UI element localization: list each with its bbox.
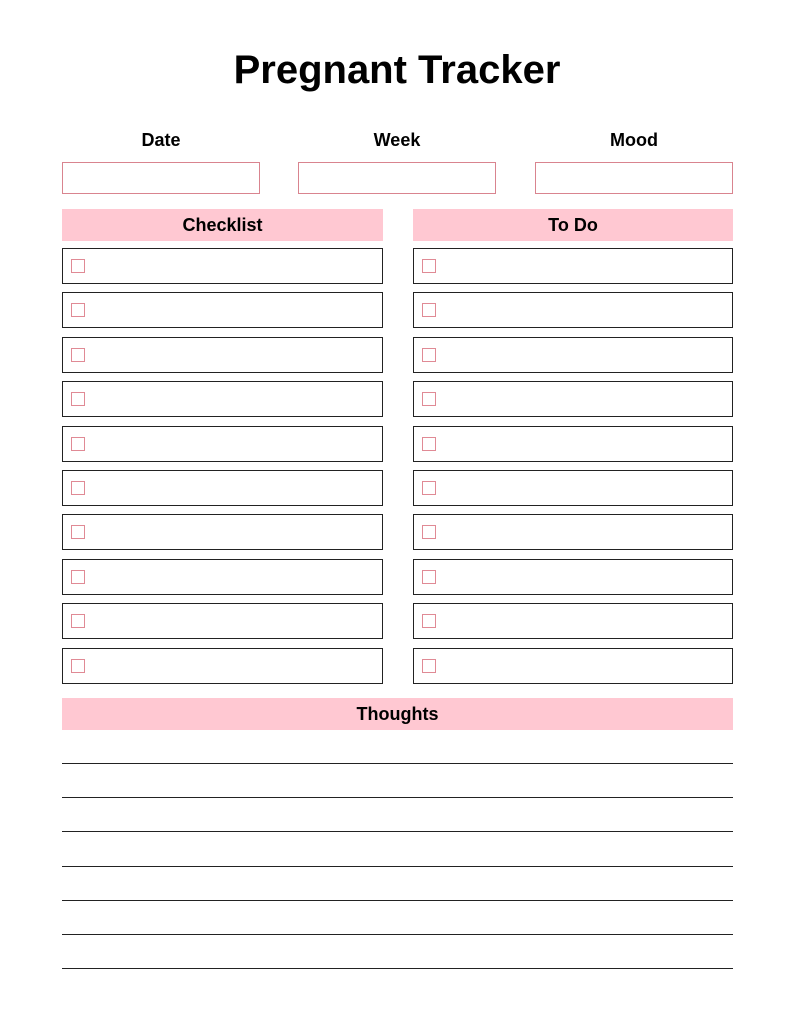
checklist-checkbox[interactable] (71, 481, 85, 495)
todo-checkbox[interactable] (422, 570, 436, 584)
checklist-checkbox[interactable] (71, 659, 85, 673)
checklist-row[interactable] (62, 248, 383, 284)
checklist-row[interactable] (62, 514, 383, 550)
mood-label: Mood (610, 130, 658, 150)
checklist-checkbox[interactable] (71, 303, 85, 317)
thought-line[interactable] (62, 934, 733, 935)
thought-line[interactable] (62, 900, 733, 901)
todo-row[interactable] (413, 381, 733, 417)
todo-checkbox[interactable] (422, 481, 436, 495)
todo-row[interactable] (413, 248, 733, 284)
todo-checkbox[interactable] (422, 259, 436, 273)
todo-checkbox[interactable] (422, 437, 436, 451)
checklist-row[interactable] (62, 292, 383, 328)
checklist-checkbox[interactable] (71, 614, 85, 628)
todo-row[interactable] (413, 648, 733, 684)
thought-line[interactable] (62, 763, 733, 764)
date-field[interactable] (62, 162, 260, 194)
thought-line[interactable] (62, 866, 733, 867)
checklist-row[interactable] (62, 559, 383, 595)
checklist-checkbox[interactable] (71, 259, 85, 273)
checklist-row[interactable] (62, 603, 383, 639)
thought-line[interactable] (62, 831, 733, 832)
todo-header: To Do (413, 209, 733, 241)
todo-checkbox[interactable] (422, 303, 436, 317)
week-field[interactable] (298, 162, 496, 194)
todo-row[interactable] (413, 603, 733, 639)
checklist-row[interactable] (62, 648, 383, 684)
todo-row[interactable] (413, 292, 733, 328)
checklist-checkbox[interactable] (71, 570, 85, 584)
todo-row[interactable] (413, 337, 733, 373)
todo-checkbox[interactable] (422, 659, 436, 673)
page-title: Pregnant Tracker (233, 48, 561, 92)
checklist-checkbox[interactable] (71, 437, 85, 451)
todo-row[interactable] (413, 426, 733, 462)
todo-checkbox[interactable] (422, 392, 436, 406)
checklist-checkbox[interactable] (71, 525, 85, 539)
thoughts-header: Thoughts (62, 698, 733, 730)
todo-checkbox[interactable] (422, 348, 436, 362)
thought-line[interactable] (62, 968, 733, 969)
checklist-row[interactable] (62, 470, 383, 506)
checklist-row[interactable] (62, 337, 383, 373)
checklist-row[interactable] (62, 426, 383, 462)
checklist-checkbox[interactable] (71, 392, 85, 406)
todo-checkbox[interactable] (422, 614, 436, 628)
todo-row[interactable] (413, 470, 733, 506)
date-label: Date (141, 130, 181, 150)
week-label: Week (373, 130, 421, 150)
checklist-header: Checklist (62, 209, 383, 241)
todo-row[interactable] (413, 514, 733, 550)
thought-line[interactable] (62, 797, 733, 798)
todo-row[interactable] (413, 559, 733, 595)
mood-field[interactable] (535, 162, 733, 194)
checklist-row[interactable] (62, 381, 383, 417)
checklist-checkbox[interactable] (71, 348, 85, 362)
todo-checkbox[interactable] (422, 525, 436, 539)
